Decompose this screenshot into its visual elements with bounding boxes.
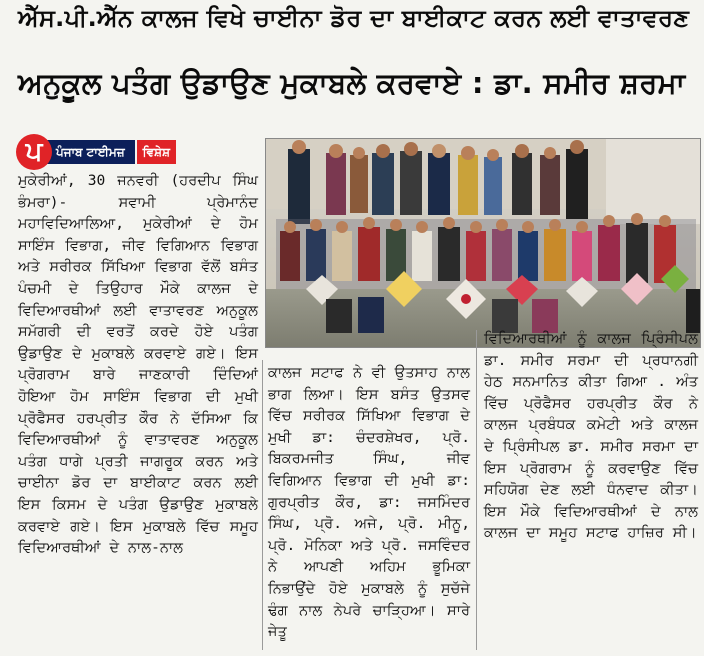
section-tag: ਵਿਸ਼ੇਸ਼ xyxy=(137,140,176,164)
article-column-1-text: ਮੁਕੇਰੀਆਂ, 30 ਜਨਵਰੀ (ਹਰਦੀਪ ਸਿੰਘ ਭੰਮਰਾ)- ਸਵਾਮੀ ਪ੍ਰੇਮਾਨੰਦ ਮਹਾਵਿਦਿਆਲਿਆ, ਮੁਕੇਰੀਆਂ ਦੇ ਹੋਮ ਸਾਇੰਸ ਵਿਭਾਗ, ਜੀਵ ਵਿਗਿਆਨ ਵਿਭਾਗ ਅਤੇ ਸਰੀਰਕ ਸਿੱਖਿਆ ਵਿਭਾਗ ਵੱਲੋਂ ਬਸੰਤ ਪੰਚਮੀ ਦੇ ਤਿਉਹਾਰ ਮੌਕੇ ਕਾਲਜ ਦੇ ਵਿਦਿਆਰਥੀਆਂ ਲਈ ਵਾਤਾਵਰਣ ਅਨੁਕੂਲ ਸਮੱਗਰੀ ਦੀ ਵਰਤੋਂ ਕਰਦੇ ਹੋਏ ਪਤੰਗ ਉਡਾਉਣ ਦੇ ਮੁਕਾਬਲੇ ਕਰਵਾਏ ਗਏ। ਇਸ ਪ੍ਰੋਗਰਾਮ ਬਾਰੇ ਜਾਣਕਾਰੀ ਦਿੰਦਿਆਂ ਹੋਇਆ ਹੋਮ ਸਾਇੰਸ ਵਿਭਾਗ ਦੀ ਮੁਖੀ ਪ੍ਰੋਫੈਸਰ ਹਰਪ੍ਰੀਤ ਕੌਰ ਨੇ ਦੱਸਿਆ ਕਿ ਵਿਦਿਆਰਥੀਆਂ ਨੂੰ ਵਾਤਾਵਰਣ ਅਨੁਕੂਲ ਪਤੰਗ ਧਾਗੇ ਪ੍ਰਤੀ ਜਾਗਰੂਕ ਕਰਨ ਅਤੇ ਚਾਈਨਾ ਡੋਰ ਦਾ ਬਾਈਕਾਟ ਕਰਨ ਲਈ ਇਸ ਕਿਸਮ ਦੇ ਪਤੰਗ ਉਡਾਉਣ ਮੁਕਾਬਲੇ ਕਰਵਾਏ ਗਏ। ਇਸ ਮੁਕਾਬਲੇ ਵਿੱਚ ਸਮੂਹ ਵਿਦਿਆਰਥੀਆਂ ਦੇ ਨਾਲ-ਨਾਲ xyxy=(18,172,258,557)
group-photo xyxy=(265,138,701,348)
headline-line-2: ਅਨੁਕੂਲ ਪਤੰਗ ਉਡਾਉਣ ਮੁਕਾਬਲੇ ਕਰਵਾਏ : ਡਾ. ਸਮੀਰ ਸ਼ਰਮਾ xyxy=(18,66,686,100)
newspaper-logo: ਪ xyxy=(16,134,52,170)
column-divider-1 xyxy=(262,360,263,650)
newspaper-name: ਪੰਜਾਬ ਟਾਈਮਜ਼ xyxy=(38,140,135,164)
article-column-2-text: ਕਾਲਜ ਸਟਾਫ ਨੇ ਵੀ ਉਤਸਾਹ ਨਾਲ ਭਾਗ ਲਿਆ। ਇਸ ਬਸੰਤ ਉਤਸਵ ਵਿੱਚ ਸਰੀਰਕ ਸਿੱਖਿਆ ਵਿਭਾਗ ਦੇ ਮੁਖੀ ਡਾ: ਚੰਦਰਸ਼ੇਖਰ, ਪ੍ਰੋ. ਬਿਕਰਮਜੀਤ ਸਿੰਘ, ਜੀਵ ਵਿਗਿਆਨ ਵਿਭਾਗ ਦੀ ਮੁਖੀ ਡਾ: ਗੁਰਪ੍ਰੀਤ ਕੌਰ, ਡਾ: ਜਸਮਿੰਦਰ ਸਿੰਘ, ਪ੍ਰੋ. ਅਜੇ, ਪ੍ਰੋ. ਮੀਨੂ, ਪ੍ਰੋ. ਮੋਨਿਕਾ ਅਤੇ ਪ੍ਰੋ. ਜਸਵਿੰਦਰ ਨੇ ਆਪਣੀ ਅਹਿਮ ਭੂਮਿਕਾ ਨਿਭਾਉਂਦੇ ਹੋਏ ਮੁਕਾਬਲੇ ਨੂੰ ਸੁਚੱਜੇ ਢੰਗ ਨਾਲ ਨੇਪਰੇ ਚਾੜ੍ਹਿਆ। ਸਾਰੇ ਜੇਤੂ xyxy=(268,364,470,641)
byline-bar xyxy=(16,137,260,167)
article-column-2 xyxy=(268,362,470,643)
column-divider-2 xyxy=(476,330,477,650)
article-column-3-text: ਵਿਦਿਆਰਥੀਆਂ ਨੂੰ ਕਾਲਜ ਪ੍ਰਿੰਸੀਪਲ ਡਾ. ਸਮੀਰ ਸਰਮਾ ਦੀ ਪ੍ਰਧਾਨਗੀ ਹੇਠ ਸਨਮਾਨਿਤ ਕੀਤਾ ਗਿਆ . ਅੰਤ ਵਿੱਚ ਪ੍ਰੋਫੈਸਰ ਹਰਪ੍ਰੀਤ ਕੌਰ ਨੇ ਕਾਲਜ ਪ੍ਰਬੰਧਕ ਕਮੇਟੀ ਅਤੇ ਕਾਲਜ ਦੇ ਪ੍ਰਿੰਸੀਪਲ ਡਾ. ਸਮੀਰ ਸਰਮਾ ਦਾ ਇਸ ਪ੍ਰੋਗਰਾਮ ਨੂੰ ਕਰਵਾਉਣ ਵਿੱਚ ਸਹਿਯੋਗ ਦੇਣ ਲਈ ਧੰਨਵਾਦ ਕੀਤਾ। ਇਸ ਮੌਕੇ ਵਿਦਿਆਰਥੀਆਂ ਦੇ ਨਾਲ ਕਾਲਜ ਦਾ ਸਮੂਹ ਸਟਾਫ ਹਾਜ਼ਿਰ ਸੀ। xyxy=(484,330,698,542)
article-column-1 xyxy=(18,170,258,559)
headline-line-1: ਐੱਸ.ਪੀ.ਐੱਨ ਕਾਲਜ ਵਿਖੇ ਚਾਈਨਾ ਡੋਰ ਦਾ ਬਾਈਕਾਟ ਕਰਨ ਲਈ ਵਾਤਾਵਰਣ xyxy=(18,4,690,32)
article-column-3 xyxy=(484,328,698,544)
